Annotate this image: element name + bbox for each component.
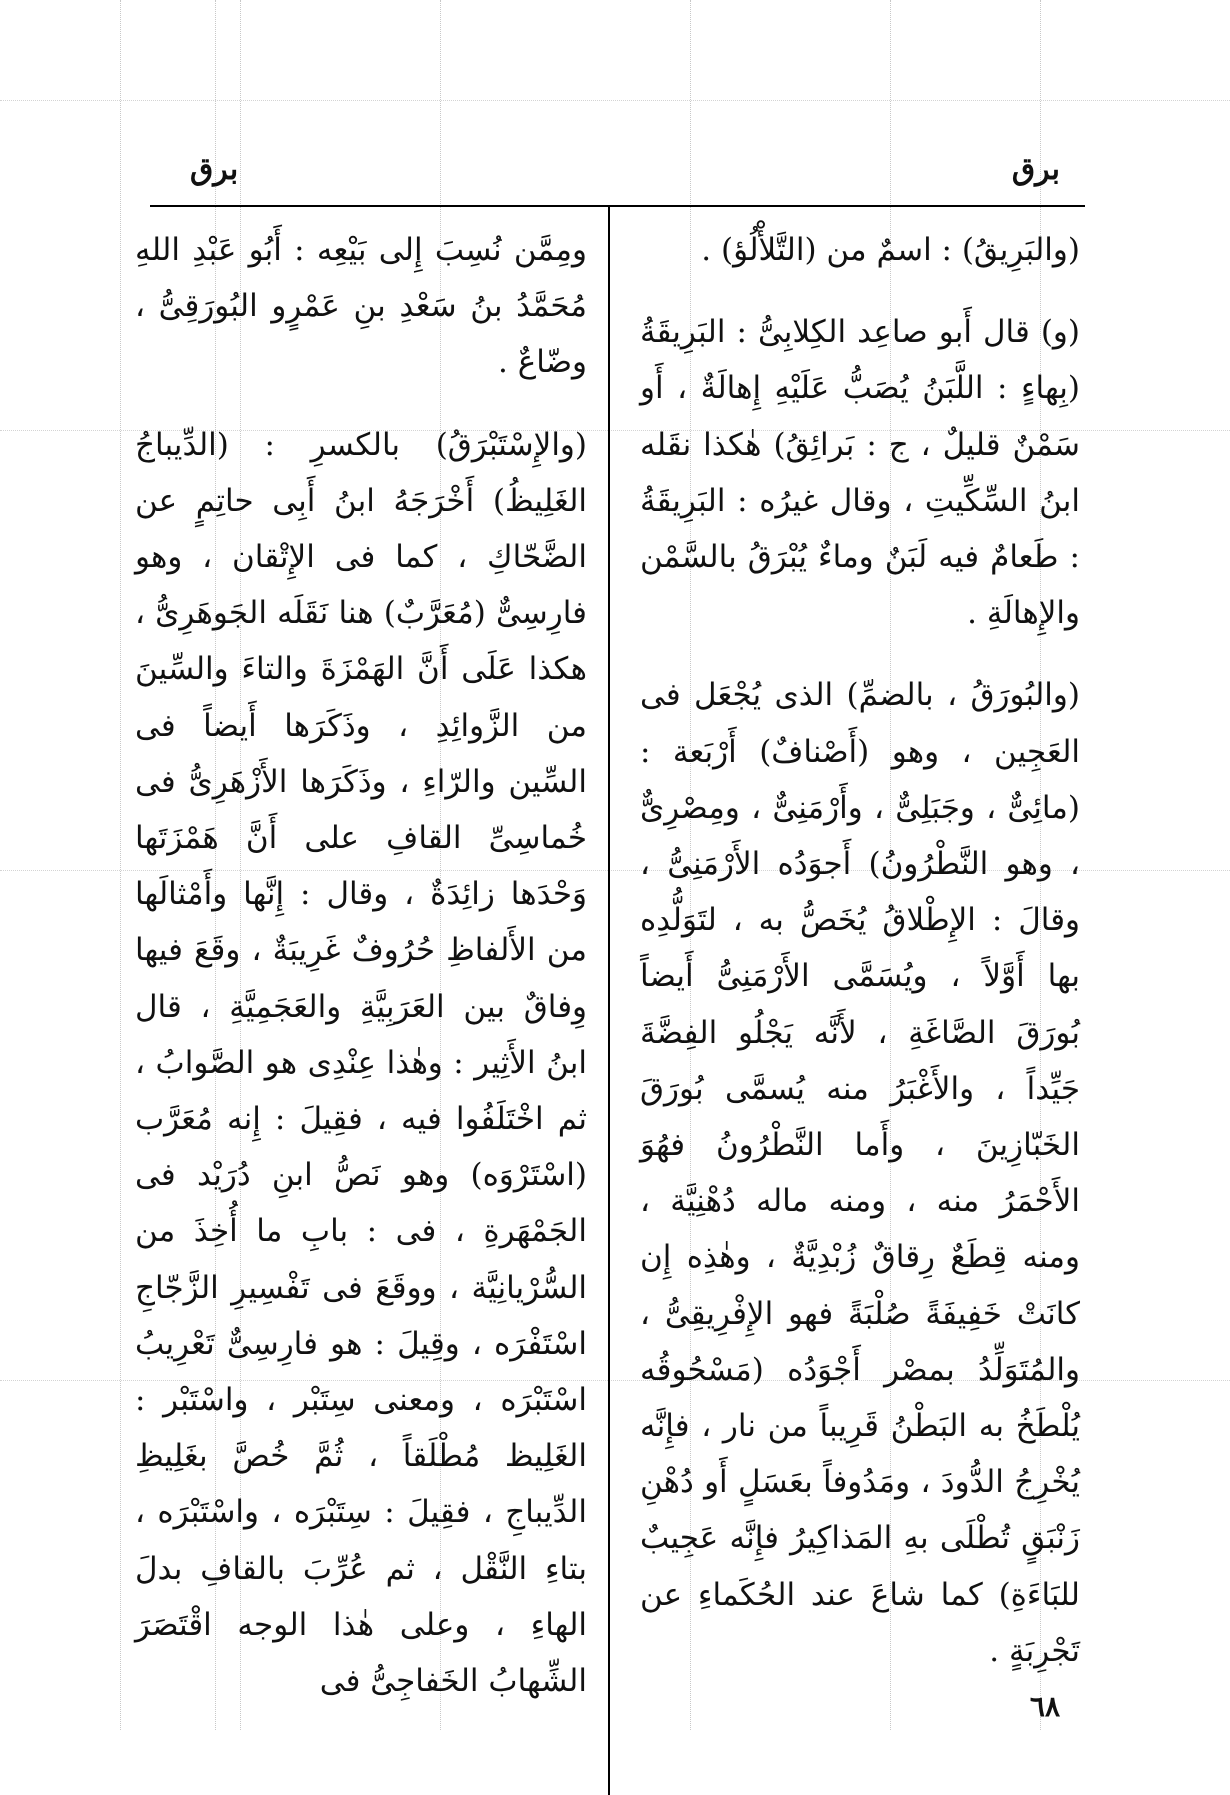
column-divider xyxy=(608,205,610,1795)
running-head-right: برق xyxy=(1011,152,1060,187)
text-column-right xyxy=(640,222,1080,1679)
scan-dotted-line xyxy=(0,100,1230,101)
paragraph-bawraqi: ومِمَّن نُسِبَ إِلى بَيْعِه : أَبُو عَبْدِ اللهِ مُحَمَّدُ بنُ سَعْدِ بنِ عَمْرٍو البُورَقِىُّ ، وضّاعٌ . xyxy=(135,232,587,381)
paragraph-bariqa: (و) قال أَبو صاعِد الكِلابِىُّ : البَرِيقَةُ (بِهاءٍ : اللَّبَنُ يُصَبُّ عَلَيْهِ إِهالَةٌ ، أَو سَمْنٌ قليلٌ ، ج : بَرائِقُ) هٰكذا نقَله ابنُ السِّكِّيتِ ، وقال غيرُه : البَرِيقَةُ : طَعامٌ فيه لَبَنٌ وماءٌ يُبْرَقُ بالسَّمْن والإِهالَةِ . xyxy=(640,314,1080,632)
scan-dotted-line xyxy=(120,0,121,1730)
running-head-left: برق xyxy=(190,152,239,187)
paragraph-istabraq: (والإِسْتَبْرَقُ) بالكسرِ : (الدِّيباجُ الغَلِيظُ) أَخْرَجَهُ ابنُ أَبِى حاتِمٍ عن الضَّحّاكِ ، كما فى الإِتْقان ، وهو فارِسِىٌّ (مُعَرَّبٌ) هنا نَقَلَه الجَوهَرِىُّ ، هكذا عَلَى أَنَّ الهَمْزَةَ والتاءَ والسِّينَ من الزَّوائِدِ ، وذَكَرَها أَيضاً فى السِّين والرّاءِ ، وذَكَرَها الأَزْهَرِىُّ فى خُماسِىِّ القافِ على أَنَّ هَمْزَتَها وَحْدَها زائِدَةٌ ، وقال : إِنَّها وأَمْثالَها من الأَلفاظِ حُرُوفٌ غَرِيبَةٌ ، وقَعَ فيها وِفاقٌ بين العَرَبِيَّةِ والعَجَمِيَّةِ ، قال ابنُ الأَثِير : وهٰذا عِنْدِى هو الصَّوابُ ، ثم اخْتَلَفُوا فيه ، فقِيلَ : إِنه مُعَرَّب (اسْتَرْوَه) وهو نَصُّ ابنِ دُرَيْد فى الجَمْهَرةِ ، فى : بابِ ما أُخِذَ من السُّرْيانِيَّة ، ووقَعَ فى تَفْسِيرِ الزَّجّاجِ اسْتَفْرَه ، وقِيلَ : هو فارِسِىٌّ تَعْرِيبُ اسْتَبْرَه ، ومعنى سِتَبْر ، واسْتَبْر : الغَلِيظ مُطْلَقاً ، ثُمَّ خُصَّ بغَلِيظِ الدِّيباجِ ، فقِيلَ : سِتَبْرَه ، واسْتَبْرَه ، بتاءِ النَّقْل ، ثم عُرِّبَ بالقافِ بدلَ الهاءِ ، وعلى هٰذا الوجه اقْتَصَرَ الشِّهابُ الخَفاجِىُّ فى xyxy=(135,426,587,1700)
text-column-left xyxy=(135,222,587,1709)
paragraph-bawraq: (والبُورَقُ ، بالضمِّ) الذى يُجْعَل فى العَجِين ، وهو (أَصْنافٌ) أَرْبَعة : (مائِىٌّ ، وجَبَلِىٌّ ، وأَرْمَنِىٌّ ، ومِصْرِىٌّ ، وهو النَّطْرُونُ) أَجوَدُه الأَرْمَنِىُّ ، وقالَ : الإِطْلاقُ يُخَصُّ به ، لتَوَلُّدِه بها أَوَّلاً ، ويُسَمَّى الأَرْمَنِىُّ أَيضاً بُورَقَ الصَّاغَةِ ، لأَنَّه يَجْلُو الفِضَّةَ جَيِّداً ، والأَغْبَرُ منه يُسمَّى بُورَقَ الخَبّازِينَ ، وأَما النَّطْرُونُ فهُوَ الأَحْمَرُ منه ، ومنه ماله دُهْنِيَّة ، ومنه قِطَعٌ رِقاقٌ زُبْدِيَّةٌ ، وهٰذِه إِن كانَتْ خَفِيفَةً صُلْبَةً فهو الإِفْرِيقِىُّ ، والمُتَوَلِّدُ بمصْر أَجْوَدُه (مَسْحُوقُه يُلْطَخُ به البَطْنُ قَرِيباً من نار ، فإِنَّه يُخْرِجُ الدُّودَ ، ومَدُوفاً بعَسَلٍ أَو دُهْنِ زَنْبَقٍ تُطْلَى بهِ المَذاكِيرُ فإِنَّه عَجِيبٌ للبَاءَةِ) كما شاعَ عند الحُكَماءِ عن تَجْرِبَةٍ . xyxy=(640,677,1080,1669)
page-number: ٦٨ xyxy=(1029,1690,1060,1723)
paragraph-bariq: (والبَرِيقُ) : اسمٌ من (التَّلأْلُؤ) . xyxy=(701,232,1080,268)
header-rule xyxy=(150,205,1085,207)
